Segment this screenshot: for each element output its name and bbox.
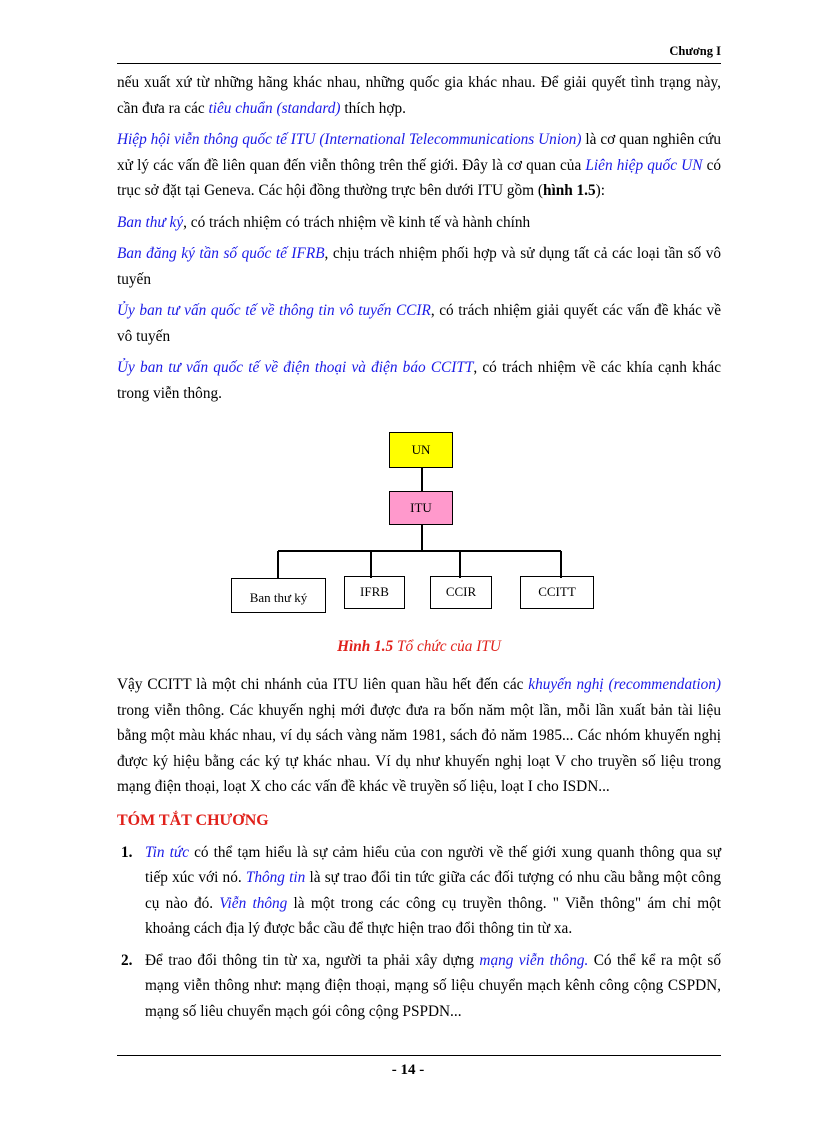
term-information: Thông tin [245,869,306,886]
text: có thể tạm hiểu là sự cảm hiểu của con người về thế giới xung quanh thông qua sự tiếp xúc với nó. [145,843,721,886]
term-itu: Hiệp hội viễn thông quốc tế ITU (International Telecommunications Union) [117,131,582,148]
figure-reference: hình 1.5 [542,182,596,199]
term-ccitt: Ủy ban tư vấn quốc tế về điện thoại và điện báo CCITT [117,359,474,376]
text: , có trách nhiệm có trách nhiệm về kinh tế và hành chính [183,213,531,231]
node-ifrb [344,576,405,609]
term-un: Liên hiệp quốc UN [585,156,703,174]
paragraph-ccitt [117,355,721,406]
text: , có trách nhiệm giải quyết các vấn đề khác về vô tuyến [117,302,721,345]
term-secretariat: Ban thư ký [117,213,184,231]
list-number: 2. [121,951,133,969]
term-news: Tin tức [145,843,190,861]
term-telecom-network: mạng viễn thông. [479,951,589,969]
footer-rule [117,1055,721,1056]
text: Vậy CCITT là một chi nhánh của ITU liên quan hầu hết đến các [117,676,529,693]
list-number: 1. [121,843,133,861]
paragraph-ccir [117,298,721,349]
node-ifrb-label: IFRB [360,584,389,599]
caption-text: Tổ chức của ITU [393,638,501,655]
node-ccitt [520,576,594,609]
paragraph-itu [117,127,721,204]
term-ifrb: Ban đăng ký tần số quốc tế IFRB [117,245,325,262]
chapter-header: Chương I [669,44,721,58]
header-rule [117,63,721,64]
text: thích hợp. [340,99,406,117]
summary-item [117,840,721,942]
text: là cơ quan nghiên cứu xử lý các vấn đề liên quan đến viễn thông trên thế giới. Đây là cơ quan của [117,131,721,174]
node-itu-label: ITU [410,500,432,515]
term-telecom: Viễn thông [219,894,288,912]
node-secretariat [231,578,326,613]
page-number: - 14 - [391,1062,425,1078]
text: ): [595,182,606,199]
node-ccir-label: CCIR [445,584,477,599]
term-standard: tiêu chuẩn (standard) [208,99,341,117]
text: nếu xuất xứ từ những hãng khác nhau, những quốc gia khác nhau. Để giải quyết tình trạng này, cần đưa ra các [117,74,721,117]
node-un [389,432,453,468]
text: có trục sở đặt tại Geneva. Các hội đồng thường trực bên dưới ITU gồm ( [117,156,722,199]
text: Có thể kể ra một số mạng viễn thông như: mạng điện thoại, mạng số liệu chuyển mạch kênh công cộng CSPDN, mạng số liêu chuyển mạch gói công cộng PSPDN... [145,951,721,1020]
node-itu [389,491,453,525]
paragraph-standards [117,70,721,121]
page-content [117,70,721,1030]
term-ccir: Ủy ban tư vấn quốc tế về thông tin vô tuyến CCIR [117,302,431,319]
text: , có trách nhiệm về các khía cạnh khác trong viễn thông. [117,359,721,402]
caption-label: Hình 1.5 [337,638,394,655]
text: là một trong các công cụ truyền thông. " Viễn thông" ám chỉ một khoảng cách địa lý được bắc cầu để thực hiện trao đổi thông tin từ xa. [145,894,722,937]
node-secretariat-label: Ban thư ký [249,590,308,605]
term-recommendation: khuyến nghị (recommendation) [528,676,721,693]
text: trong viễn thông. Các khuyến nghị mới được đưa ra bốn năm một lần, mỗi lần xuất bản tài liệu bằng một màu khác nhau, ví dụ sách vàng năm 1981, sách đỏ năm 1985... Các nhóm khuyến nghị được ký hiệu bằng các ký tự khác nhau. Ví dụ như khuyến nghị loạt V cho truyền số liệu trong mạng điện thoại, loạt X cho các vấn đề khác về truyền số liệu, loạt I cho ISDN... [117,701,721,795]
itu-organization-diagram [117,428,721,624]
node-ccir [430,576,492,609]
text: , chịu trách nhiệm phối hợp và sử dụng tất cả các loại tần số vô tuyến [117,245,721,288]
section-title: TÓM TẮT CHƯƠNG [117,811,269,829]
node-un-label: UN [411,442,431,457]
paragraph-ifrb [117,241,721,292]
node-ccitt-label: CCITT [538,584,576,599]
text: Để trao đổi thông tin từ xa, người ta phải xây dựng [145,951,480,969]
paragraph-recommendations [117,672,721,800]
summary-item [117,948,721,1025]
figure-caption [117,636,721,658]
paragraph-secretariat [117,210,721,236]
text: là sự trao đổi tin tức giữa các đối tượng có nhu cầu bằng một công cụ nào đó. [145,869,721,912]
